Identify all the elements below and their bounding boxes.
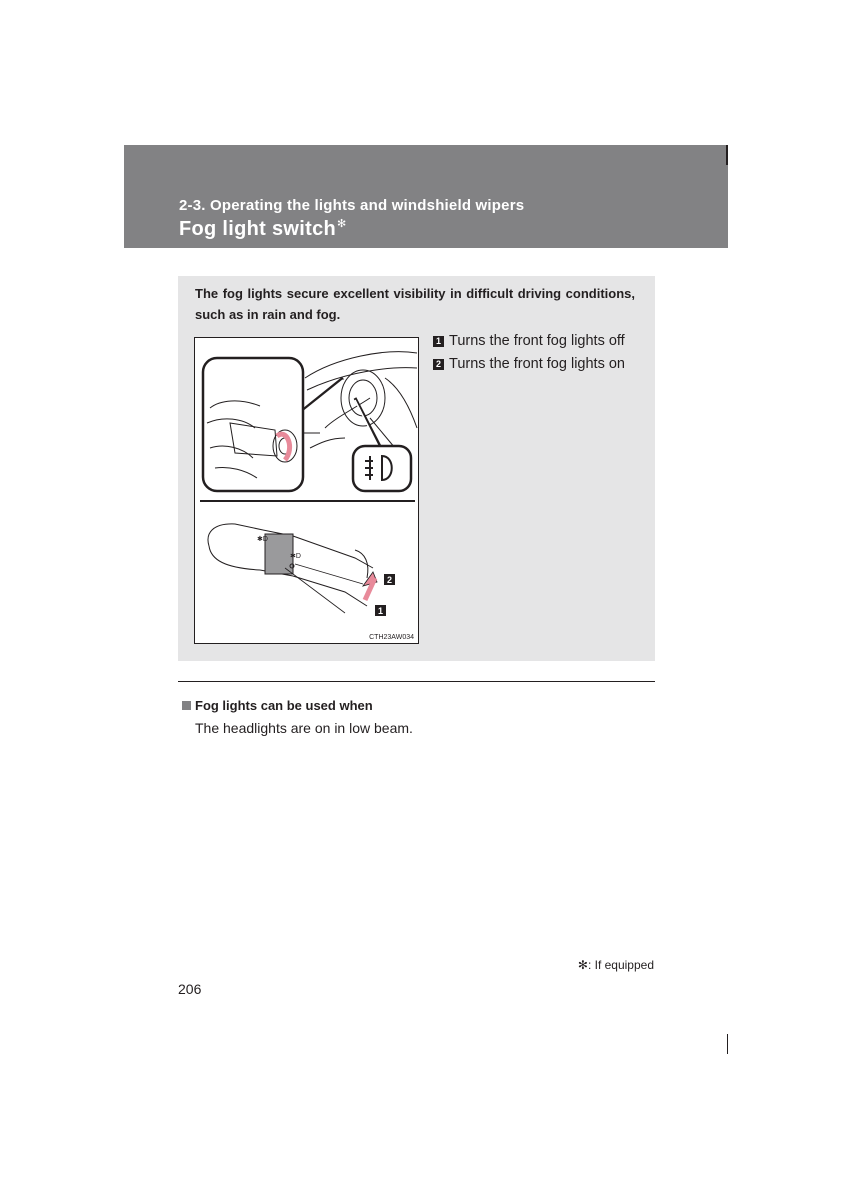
header-edge-tick	[726, 145, 728, 165]
section-label: 2-3. Operating the lights and windshield wipers	[179, 197, 525, 214]
page-edge-tick	[727, 1034, 728, 1054]
footnote: ✻: If equipped	[577, 958, 654, 972]
svg-text:✱D: ✱D	[290, 553, 301, 560]
svg-text:✱D: ✱D	[257, 536, 268, 543]
page-number: 206	[178, 981, 202, 997]
note-title-text: Fog lights can be used when	[195, 698, 373, 713]
section-divider	[178, 681, 655, 682]
callout-label: 2	[386, 575, 393, 585]
step-label: Turns the front fog lights on	[449, 356, 625, 372]
step-item	[433, 356, 625, 372]
fog-ring	[265, 534, 293, 574]
bullet-square-icon	[182, 701, 191, 710]
magnified-inset	[203, 358, 303, 491]
page-title-text: Fog light switch	[179, 218, 337, 240]
step-number-badge: 1	[433, 336, 444, 347]
page-title	[179, 217, 347, 241]
step-label: Turns the front fog lights off	[449, 333, 625, 349]
fog-switch-illustration	[194, 337, 419, 644]
equipment-mark: ✻	[337, 218, 347, 230]
callout-label: 1	[377, 606, 384, 616]
note-heading	[182, 698, 373, 713]
figure-code: CTH23AW034	[369, 634, 414, 641]
step-item	[433, 333, 625, 349]
note-text: The headlights are on in low beam.	[195, 720, 413, 736]
step-number-badge: 2	[433, 359, 444, 370]
intro-text: The fog lights secure excellent visibility in difficult driving conditions, such as in rain and fog.	[195, 286, 635, 322]
illustration-drawing	[195, 338, 420, 645]
